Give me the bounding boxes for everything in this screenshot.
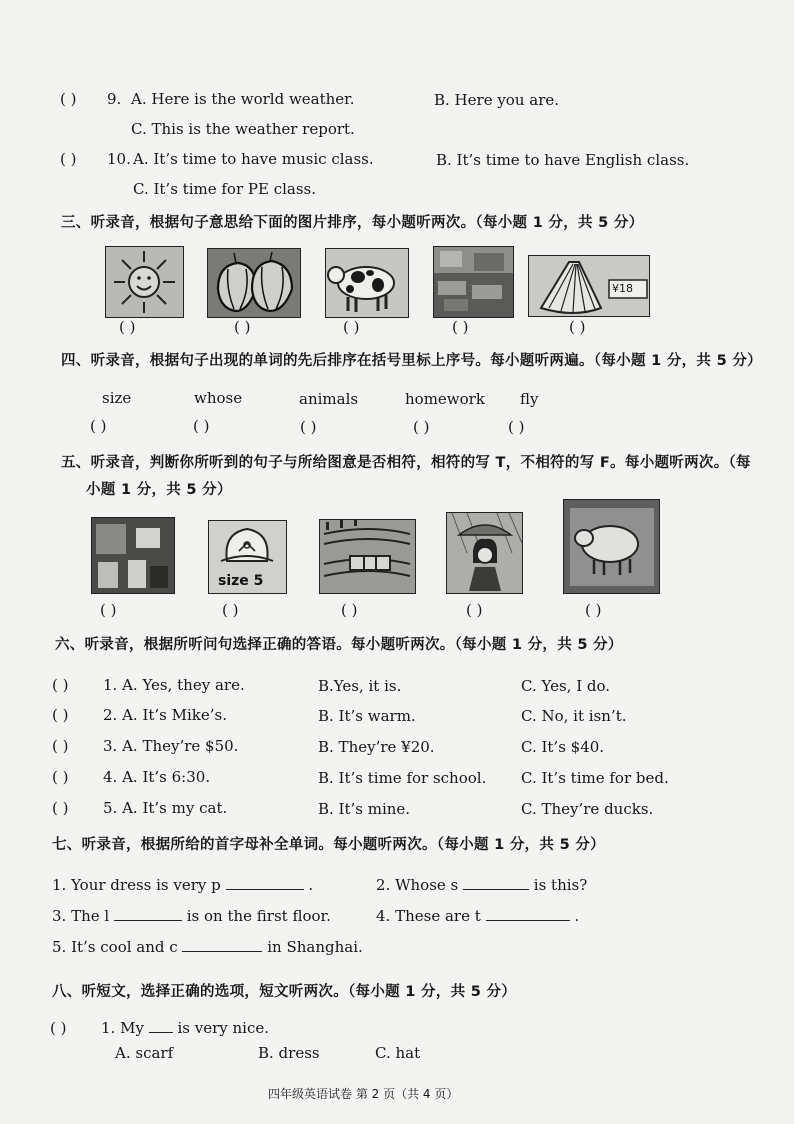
section-8-heading: 八、听短文，选择正确的选项，短文听两次。（每小题 1 分，共 5 分）: [52, 984, 517, 1000]
s5-bracket-3[interactable]: ( ): [341, 601, 358, 619]
section-7-heading: 七、听录音，根据所给的首字母补全单词。每小题听两次。（每小题 1 分，共 5 分）: [52, 837, 605, 853]
s7-q1: [52, 876, 313, 894]
q10-option-a: A. It’s time to have music class.: [133, 150, 374, 168]
s6-q4-option-b: B. It’s time for school.: [318, 769, 487, 787]
train-icon: [319, 519, 416, 594]
s4-bracket-5[interactable]: ( ): [508, 418, 525, 436]
s6-q1-option-c: C. Yes, I do.: [521, 677, 611, 695]
cow-icon: [325, 248, 409, 318]
sun-icon: [105, 246, 184, 318]
s4-bracket-4[interactable]: ( ): [413, 418, 430, 436]
s8-q1-bracket[interactable]: ( ): [50, 1019, 67, 1037]
q9-option-a: A. Here is the world weather.: [131, 90, 355, 108]
section-4-heading: 四、听录音，根据句子出现的单词的先后排序在括号里标上序号。每小题听两遍。（每小题 1 分，共 5 分）: [61, 353, 762, 369]
q9-bracket[interactable]: ( ): [60, 90, 77, 108]
s7-q4-blank[interactable]: [486, 919, 570, 921]
s6-q1-option-a: 1. A. Yes, they are.: [103, 676, 245, 694]
s7-q3-blank[interactable]: [114, 919, 182, 921]
s8-q1-option-c: C. hat: [375, 1044, 421, 1062]
s7-q1-end: .: [308, 876, 314, 894]
s7-q2-text: 2. Whose s: [376, 876, 459, 894]
s4-bracket-3[interactable]: ( ): [300, 418, 317, 436]
s7-q1-blank[interactable]: [226, 888, 304, 890]
s5-bracket-4[interactable]: ( ): [466, 601, 483, 619]
q10-option-c: C. It’s time for PE class.: [133, 180, 316, 198]
section-6-heading: 六、听录音，根据所听问句选择正确的答语。每小题听两次。（每小题 1 分，共 5 分）: [55, 637, 623, 653]
sheep-icon: [563, 499, 660, 594]
s7-q4: [376, 907, 579, 925]
word-homework: homework: [405, 390, 485, 408]
s6-q3-option-b: B. They’re ¥20.: [318, 738, 435, 756]
library-icon: [91, 517, 175, 594]
s6-q2-option-a: 2. A. It’s Mike’s.: [103, 706, 227, 724]
s7-q1-text: 1. Your dress is very p: [52, 876, 221, 894]
rain-girl-icon: [446, 512, 523, 594]
s5-bracket-1[interactable]: ( ): [100, 601, 117, 619]
s3-bracket-2[interactable]: ( ): [234, 318, 251, 336]
s8-q1-option-a: A. scarf: [115, 1044, 174, 1062]
page-footer: 四年级英语试卷 第 2 页（共 4 页）: [268, 1087, 459, 1101]
s5-bracket-2[interactable]: ( ): [222, 601, 239, 619]
s6-q3-bracket[interactable]: ( ): [52, 737, 69, 755]
word-whose: whose: [194, 389, 243, 407]
s6-q5-option-b: B. It’s mine.: [318, 800, 411, 818]
classroom-icon: [433, 246, 514, 318]
s8-q1-text: 1. My: [101, 1019, 144, 1037]
s8-q1-end: is very nice.: [177, 1019, 270, 1037]
q10-number: 10.: [107, 150, 131, 168]
s6-q1-option-b: B.Yes, it is.: [318, 677, 402, 695]
s7-q4-end: .: [574, 907, 580, 925]
s6-q5-option-c: C. They’re ducks.: [521, 800, 654, 818]
s4-bracket-1[interactable]: ( ): [90, 417, 107, 435]
s4-bracket-2[interactable]: ( ): [193, 417, 210, 435]
s7-q5-blank[interactable]: [182, 950, 262, 952]
section-3-heading: 三、听录音，根据句子意思给下面的图片排序，每小题听两次。（每小题 1 分，共 5 分）: [61, 215, 644, 231]
s6-q3-option-c: C. It’s $40.: [521, 738, 605, 756]
q10-option-b: B. It’s time to have English class.: [436, 151, 690, 169]
s7-q5-text: 5. It’s cool and c: [52, 938, 178, 956]
s8-q1: [101, 1019, 269, 1037]
s7-q5-end: in Shanghai.: [267, 938, 363, 956]
s7-q4-text: 4. These are t: [376, 907, 481, 925]
s6-q1-bracket[interactable]: ( ): [52, 676, 69, 694]
word-fly: fly: [520, 390, 539, 408]
s7-q5: [52, 938, 363, 956]
onion-icon: [207, 248, 301, 318]
s6-q2-option-c: C. No, it isn’t.: [521, 707, 627, 725]
s7-q3-end: is on the first floor.: [186, 907, 331, 925]
word-animals: animals: [299, 390, 359, 408]
s8-q1-option-b: B. dress: [258, 1044, 320, 1062]
price-tag-label: ¥18: [612, 282, 633, 295]
s6-q4-bracket[interactable]: ( ): [52, 768, 69, 786]
s7-q2-blank[interactable]: [463, 888, 529, 890]
s3-bracket-3[interactable]: ( ): [343, 318, 360, 336]
s7-q2: [376, 876, 587, 894]
s6-q2-option-b: B. It’s warm.: [318, 707, 416, 725]
s6-q4-option-a: 4. A. It’s 6:30.: [103, 768, 211, 786]
q9-option-c: C. This is the weather report.: [131, 120, 355, 138]
s5-bracket-5[interactable]: ( ): [585, 601, 602, 619]
s6-q3-option-a: 3. A. They’re $50.: [103, 737, 239, 755]
s6-q4-option-c: C. It’s time for bed.: [521, 769, 669, 787]
s6-q2-bracket[interactable]: ( ): [52, 706, 69, 724]
section-5-heading-line1: 五、听录音，判断你所听到的句子与所给图意是否相符，相符的写 T，不相符的写 F。每小题听两次。（每: [61, 455, 751, 471]
s6-q5-option-a: 5. A. It’s my cat.: [103, 799, 228, 817]
q9-number: 9.: [107, 90, 122, 108]
s3-bracket-4[interactable]: ( ): [452, 318, 469, 336]
s7-q3: [52, 907, 331, 925]
size-5-label: size 5: [218, 573, 264, 589]
s7-q3-text: 3. The l: [52, 907, 110, 925]
q10-bracket[interactable]: ( ): [60, 150, 77, 168]
s6-q5-bracket[interactable]: ( ): [52, 799, 69, 817]
section-5-heading-line2: 小题 1 分，共 5 分）: [86, 482, 232, 498]
s3-bracket-1[interactable]: ( ): [119, 318, 136, 336]
s8-q1-blank[interactable]: [149, 1031, 173, 1033]
s7-q2-end: is this?: [533, 876, 588, 894]
q9-option-b: B. Here you are.: [434, 91, 560, 109]
word-size: size: [102, 389, 132, 407]
s3-bracket-5[interactable]: ( ): [569, 318, 586, 336]
